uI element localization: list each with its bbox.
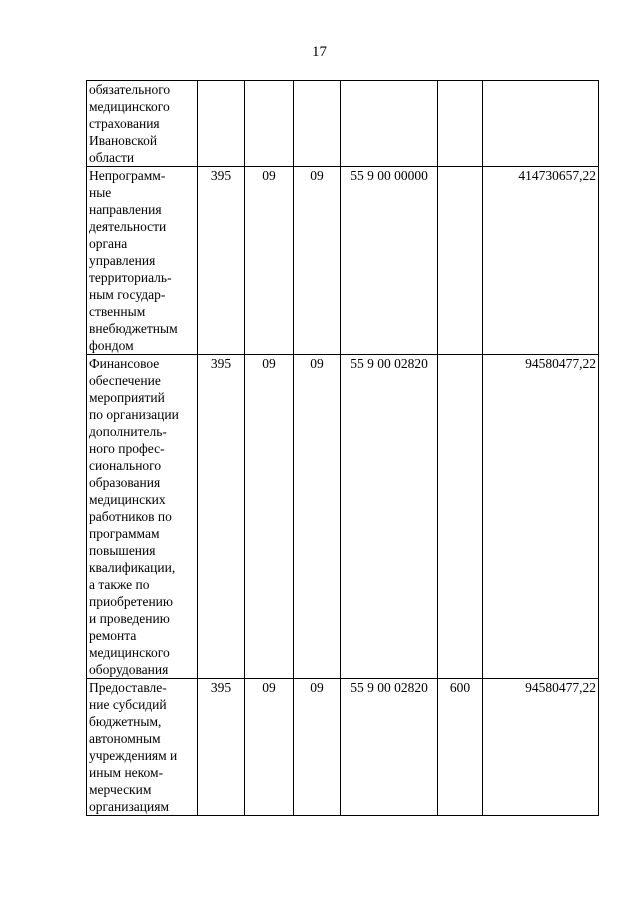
target-article-cell — [341, 81, 438, 167]
expense-type-cell — [438, 167, 483, 355]
subsection-code-cell: 09 — [294, 167, 341, 355]
amount-cell: 414730657,22 — [483, 167, 599, 355]
ministry-code-cell: 395 — [198, 167, 245, 355]
subsection-code-cell: 09 — [294, 679, 341, 816]
ministry-code-cell: 395 — [198, 679, 245, 816]
row-name-cell: Непрограмм- ные направления деятельности органа управления территориаль- ным государ- ственным внебюджетным фондом — [87, 167, 198, 355]
table-row — [87, 355, 599, 679]
section-code-cell: 09 — [245, 355, 294, 679]
section-code-cell: 09 — [245, 679, 294, 816]
row-name-cell: обязательного медицинского страхования Ивановской области — [87, 81, 198, 167]
amount-cell: 94580477,22 — [483, 355, 599, 679]
budget-table — [86, 80, 599, 816]
section-code-cell — [245, 81, 294, 167]
amount-cell: 94580477,22 — [483, 679, 599, 816]
ministry-code-cell — [198, 81, 245, 167]
subsection-code-cell: 09 — [294, 355, 341, 679]
table-row — [87, 167, 599, 355]
target-article-cell: 55 9 00 02820 — [341, 355, 438, 679]
expense-type-cell — [438, 81, 483, 167]
table-row — [87, 679, 599, 816]
row-name-cell: Финансовое обеспечение мероприятий по организации дополнитель- ного профес- сионального образования медицинских работников по программам повышения квалификации, а также по приобретению и проведению ремонта медицинского оборудования — [87, 355, 198, 679]
expense-type-cell — [438, 355, 483, 679]
ministry-code-cell: 395 — [198, 355, 245, 679]
amount-cell — [483, 81, 599, 167]
table-row — [87, 81, 599, 167]
subsection-code-cell — [294, 81, 341, 167]
target-article-cell: 55 9 00 02820 — [341, 679, 438, 816]
page-number: 17 — [312, 44, 327, 60]
row-name-cell: Предоставле- ние субсидий бюджетным, автономным учреждениям и иным неком- мерческим организациям — [87, 679, 198, 816]
section-code-cell: 09 — [245, 167, 294, 355]
target-article-cell: 55 9 00 00000 — [341, 167, 438, 355]
expense-type-cell: 600 — [438, 679, 483, 816]
